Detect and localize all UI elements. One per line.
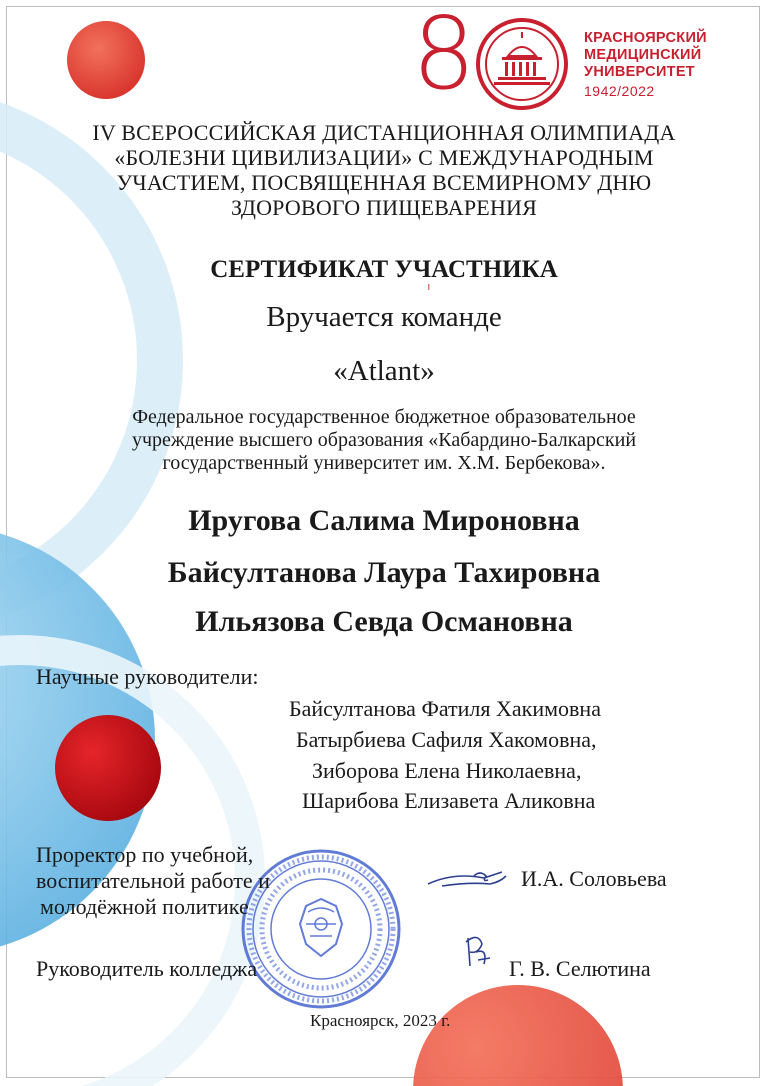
college-head-name: Г. В. Селютина bbox=[509, 956, 651, 981]
university-name-line-1: КРАСНОЯРСКИЙ bbox=[584, 30, 707, 46]
participant-name: Байсултанова Лаура Тахировна bbox=[167, 556, 601, 589]
footer-location-date: Красноярск, 2023 г. bbox=[310, 1011, 451, 1030]
institution-line: учреждение высшего образования «Кабардино-Балкарский bbox=[131, 429, 637, 451]
certificate-title: СЕРТИФИКАТ УЧАСТНИКА bbox=[210, 256, 558, 283]
college-head-title: Руководитель колледжа bbox=[36, 956, 258, 981]
supervisor-name: Байсултанова Фатиля Хакимовна bbox=[289, 696, 601, 721]
olympiad-title bbox=[0, 120, 768, 220]
logo-number: 8 bbox=[412, 0, 476, 112]
red-circle-top-decoration bbox=[67, 21, 145, 99]
participant-name: Ильязова Севда Османовна bbox=[195, 605, 573, 638]
university-years: 1942/2022 bbox=[584, 83, 655, 99]
participant-name: Иругова Салима Мироновна bbox=[188, 504, 580, 537]
olympiad-title-line: ЗДОРОВОГО ПИЩЕВАРЕНИЯ bbox=[231, 195, 537, 220]
small-mark-decoration bbox=[428, 284, 430, 290]
university-logo bbox=[412, 0, 732, 112]
institution-line: государственный университет им. Х.М. Бербекова». bbox=[162, 452, 606, 474]
prorector-title-line: Проректор по учебной, bbox=[36, 842, 254, 867]
prorector-title-line: воспитательной работе и bbox=[36, 868, 270, 893]
olympiad-title-line: УЧАСТИЕМ, ПОСВЯЩЕННАЯ ВСЕМИРНОМУ ДНЮ bbox=[116, 170, 652, 195]
awarded-to-text: Вручается команде bbox=[266, 301, 502, 333]
logo-emblem bbox=[474, 16, 570, 112]
institution-name bbox=[0, 406, 768, 475]
college-head-signature bbox=[458, 930, 498, 976]
prorector-signature bbox=[424, 858, 514, 898]
olympiad-title-line: IV ВСЕРОССИЙСКАЯ ДИСТАНЦИОННАЯ ОЛИМПИАДА bbox=[92, 120, 676, 145]
team-name: «Atlant» bbox=[333, 355, 435, 387]
university-name-line-2: МЕДИЦИНСКИЙ bbox=[584, 47, 702, 63]
institution-line: Федеральное государственное бюджетное образовательное bbox=[132, 406, 636, 428]
supervisor-name: Зиборова Елена Николаевна, bbox=[312, 758, 582, 783]
supervisor-name: Шарибова Елизавета Аликовна bbox=[302, 788, 596, 813]
prorector-name: И.А. Соловьева bbox=[521, 866, 667, 891]
red-circle-bottom-decoration bbox=[413, 985, 623, 1086]
prorector-title bbox=[36, 842, 270, 920]
supervisors-label: Научные руководители: bbox=[36, 664, 259, 689]
prorector-title-line: молодёжной политике bbox=[40, 894, 249, 919]
red-circle-middle-decoration bbox=[55, 715, 161, 821]
university-name-line-3: УНИВЕРСИТЕТ bbox=[584, 64, 695, 80]
supervisor-name: Батырбиева Сафиля Хакомовна, bbox=[296, 727, 597, 752]
olympiad-title-line: «БОЛЕЗНИ ЦИВИЛИЗАЦИИ» С МЕЖДУНАРОДНЫМ bbox=[114, 145, 654, 170]
